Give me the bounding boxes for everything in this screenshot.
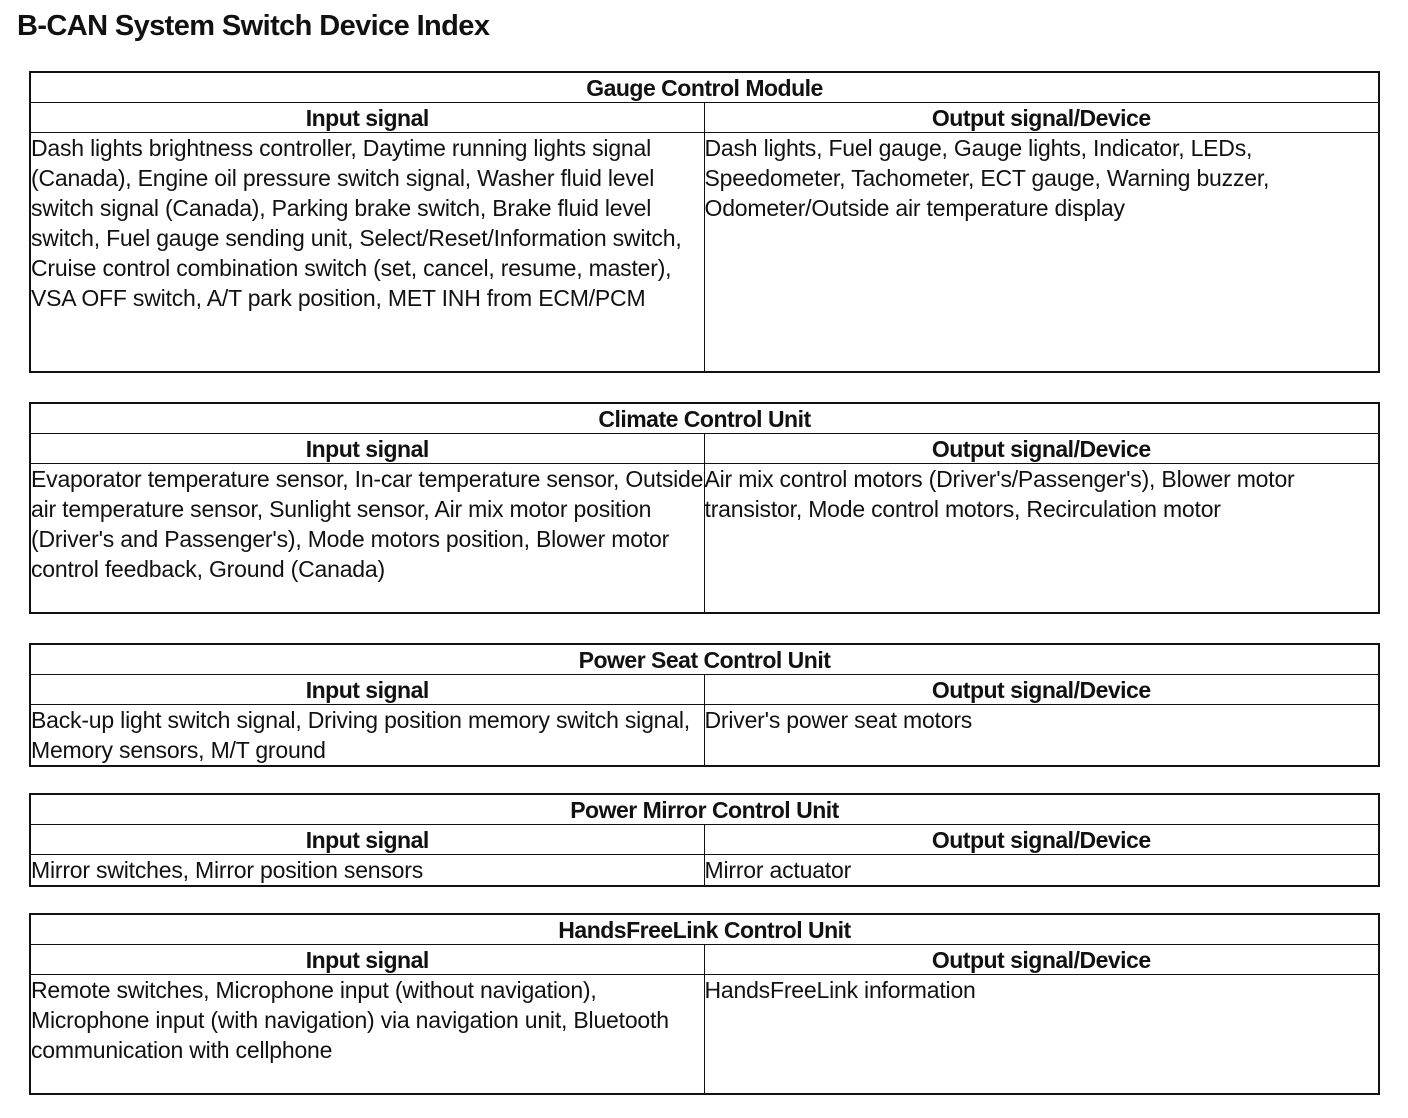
input-signal-cell: Mirror switches, Mirror position sensors xyxy=(30,855,704,887)
output-signal-cell: Dash lights, Fuel gauge, Gauge lights, Indicator, LEDs, Speedometer, Tachometer, ECT gauge, Warning buzzer, Odometer/Outside air temperature display xyxy=(704,133,1379,373)
power-mirror-control-unit-table xyxy=(29,793,1380,887)
output-signal-header: Output signal/Device xyxy=(704,675,1379,705)
input-signal-cell: Dash lights brightness controller, Daytime running lights signal (Canada), Engine oil pressure switch signal, Washer fluid level switch signal (Canada), Parking brake switch, Brake fluid level switch, Fuel gauge sending unit, Select/Reset/Information switch, Cruise control combination switch (set, cancel, resume, master), VSA OFF switch, A/T park position, MET INH from ECM/PCM xyxy=(30,133,704,373)
gauge-control-module-table xyxy=(29,71,1380,373)
page-title: B-CAN System Switch Device Index xyxy=(17,10,490,42)
section-title: Power Mirror Control Unit xyxy=(30,794,1379,825)
output-signal-cell: HandsFreeLink information xyxy=(704,975,1379,1095)
output-signal-cell: Driver's power seat motors xyxy=(704,705,1379,767)
section-title: Gauge Control Module xyxy=(30,72,1379,103)
input-signal-header: Input signal xyxy=(30,434,704,464)
section-title: Climate Control Unit xyxy=(30,403,1379,434)
output-signal-cell: Air mix control motors (Driver's/Passenger's), Blower motor transistor, Mode control motors, Recirculation motor xyxy=(704,464,1379,614)
section-title: Power Seat Control Unit xyxy=(30,644,1379,675)
input-signal-header: Input signal xyxy=(30,945,704,975)
input-signal-cell: Remote switches, Microphone input (without navigation), Microphone input (with navigation) via navigation unit, Bluetooth communication with cellphone xyxy=(30,975,704,1095)
input-signal-header: Input signal xyxy=(30,825,704,855)
output-signal-cell: Mirror actuator xyxy=(704,855,1379,887)
output-signal-header: Output signal/Device xyxy=(704,825,1379,855)
input-signal-cell: Evaporator temperature sensor, In-car temperature sensor, Outside air temperature sensor, Sunlight sensor, Air mix motor position (Driver's and Passenger's), Mode motors position, Blower motor control feedback, Ground (Canada) xyxy=(30,464,704,614)
power-seat-control-unit-table xyxy=(29,643,1380,767)
output-signal-header: Output signal/Device xyxy=(704,103,1379,133)
handsfreelink-control-unit-table xyxy=(29,913,1380,1095)
output-signal-header: Output signal/Device xyxy=(704,945,1379,975)
input-signal-cell: Back-up light switch signal, Driving position memory switch signal, Memory sensors, M/T ground xyxy=(30,705,704,767)
input-signal-header: Input signal xyxy=(30,103,704,133)
output-signal-header: Output signal/Device xyxy=(704,434,1379,464)
section-title: HandsFreeLink Control Unit xyxy=(30,914,1379,945)
input-signal-header: Input signal xyxy=(30,675,704,705)
climate-control-unit-table xyxy=(29,402,1380,614)
